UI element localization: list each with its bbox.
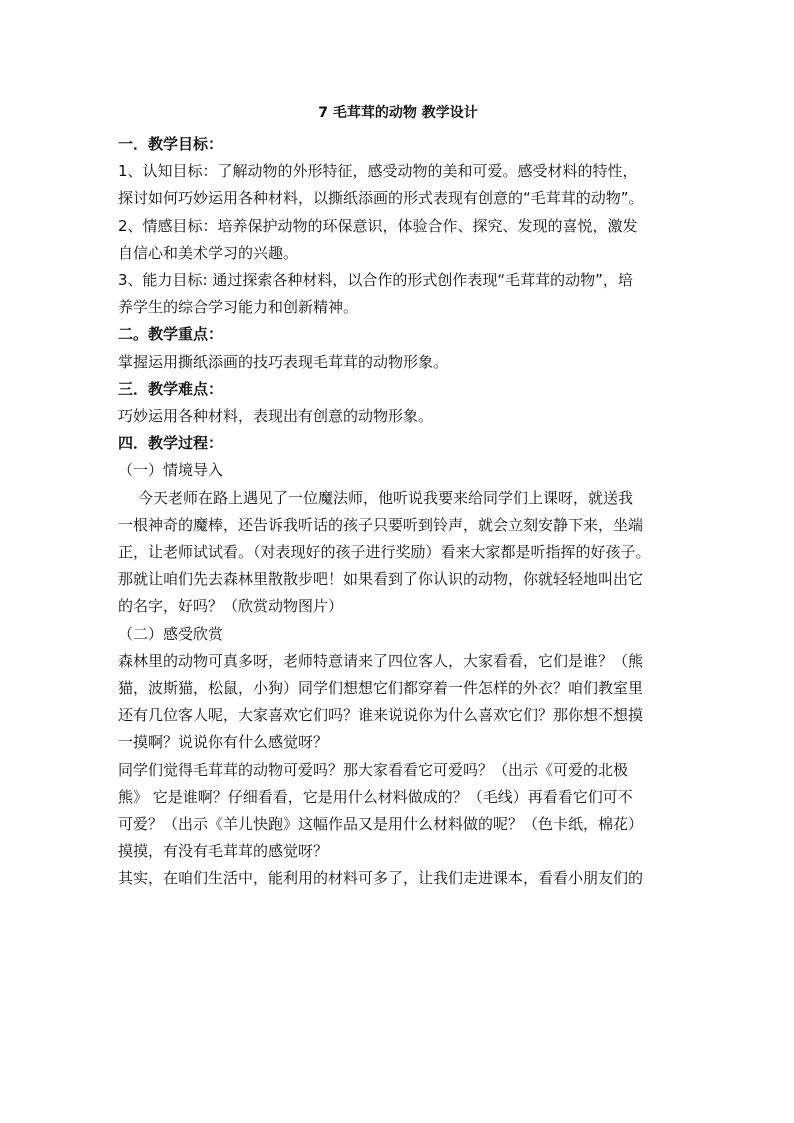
paragraph-line: 同学们觉得毛茸茸的动物可爱吗？那大家看看它可爱吗？（出示《可爱的北极 xyxy=(118,760,629,779)
section-heading: 四．教学过程： xyxy=(118,434,224,453)
document-page xyxy=(118,103,678,893)
paragraph-line: 一摸啊？说说你有什么感觉呀？ xyxy=(118,733,329,752)
document-body xyxy=(118,131,678,893)
section-heading: 二。教学重点： xyxy=(118,325,224,344)
paragraph-line: 的名字，好吗？（欣赏动物图片） xyxy=(118,597,344,616)
paragraph-line: 可爱？（出示《羊儿快跑》这幅作品又是用什么材料做的呢？（色卡纸，棉花） xyxy=(118,815,644,834)
paragraph-line: 探讨如何巧妙运用各种材料，以撕纸添画的形式表现有创意的“毛茸茸的动物”。 xyxy=(118,189,644,208)
document-title: 7 毛茸茸的动物 教学设计 xyxy=(318,105,478,121)
paragraph-line: （二）感受欣赏 xyxy=(118,624,224,643)
paragraph-line: 掌握运用撕纸添画的技巧表现毛茸茸的动物形象。 xyxy=(118,352,449,371)
paragraph-line: 猫，波斯猫，松鼠，小狗）同学们想想它们都穿着一件怎样的外衣？咱们教室里 xyxy=(118,679,644,698)
paragraph-line: 2、情感目标：培养保护动物的环保意识，体验合作、探究、发现的喜悦，激发 xyxy=(118,216,638,235)
paragraph-line: 还有几位客人呢，大家喜欢它们吗？谁来说说你为什么喜欢它们？那你想不想摸 xyxy=(118,706,644,725)
paragraph-line: 那就让咱们先去森林里散散步吧！如果看到了你认识的动物，你就轻轻地叫出它 xyxy=(118,570,644,589)
paragraph-line: （一）情境导入 xyxy=(118,461,224,480)
paragraph-line: 摸摸，有没有毛茸茸的感觉呀？ xyxy=(118,842,329,861)
paragraph-line: 森林里的动物可真多呀，老师特意请来了四位客人，大家看看，它们是谁？（熊 xyxy=(118,651,644,670)
paragraph-line: 一根神奇的魔棒，还告诉我听话的孩子只要听到铃声，就会立刻安静下来，坐端 xyxy=(118,515,644,534)
section-heading: 三．教学难点： xyxy=(118,379,224,398)
paragraph-line: 其实，在咱们生活中，能利用的材料可多了，让我们走进课本，看看小朋友们的 xyxy=(118,869,644,888)
paragraph-line: 熊》 它是谁啊？仔细看看，它是用什么材料做成的？（毛线）再看看它们可不 xyxy=(118,787,633,806)
paragraph-line: 养学生的综合学习能力和创新精神。 xyxy=(118,298,359,317)
paragraph-line: 今天老师在路上遇见了一位魔法师，他听说我要来给同学们上课呀，就送我 xyxy=(138,488,634,507)
paragraph-line: 正，让老师试试看。（对表现好的孩子进行奖励）看来大家都是听指挥的好孩子。 xyxy=(118,543,651,562)
paragraph-line: 自信心和美术学习的兴趣。 xyxy=(118,243,299,262)
section-heading: 一．教学目标： xyxy=(118,135,224,153)
paragraph-line: 3、能力目标: 通过探索各种材料，以合作的形式创作表现“毛茸茸的动物”，培 xyxy=(118,271,633,290)
paragraph-line: 巧妙运用各种材料，表现出有创意的动物形象。 xyxy=(118,407,434,426)
paragraph-line: 1、认知目标：了解动物的外形特征，感受动物的美和可爱。感受材料的特性， xyxy=(118,162,638,181)
